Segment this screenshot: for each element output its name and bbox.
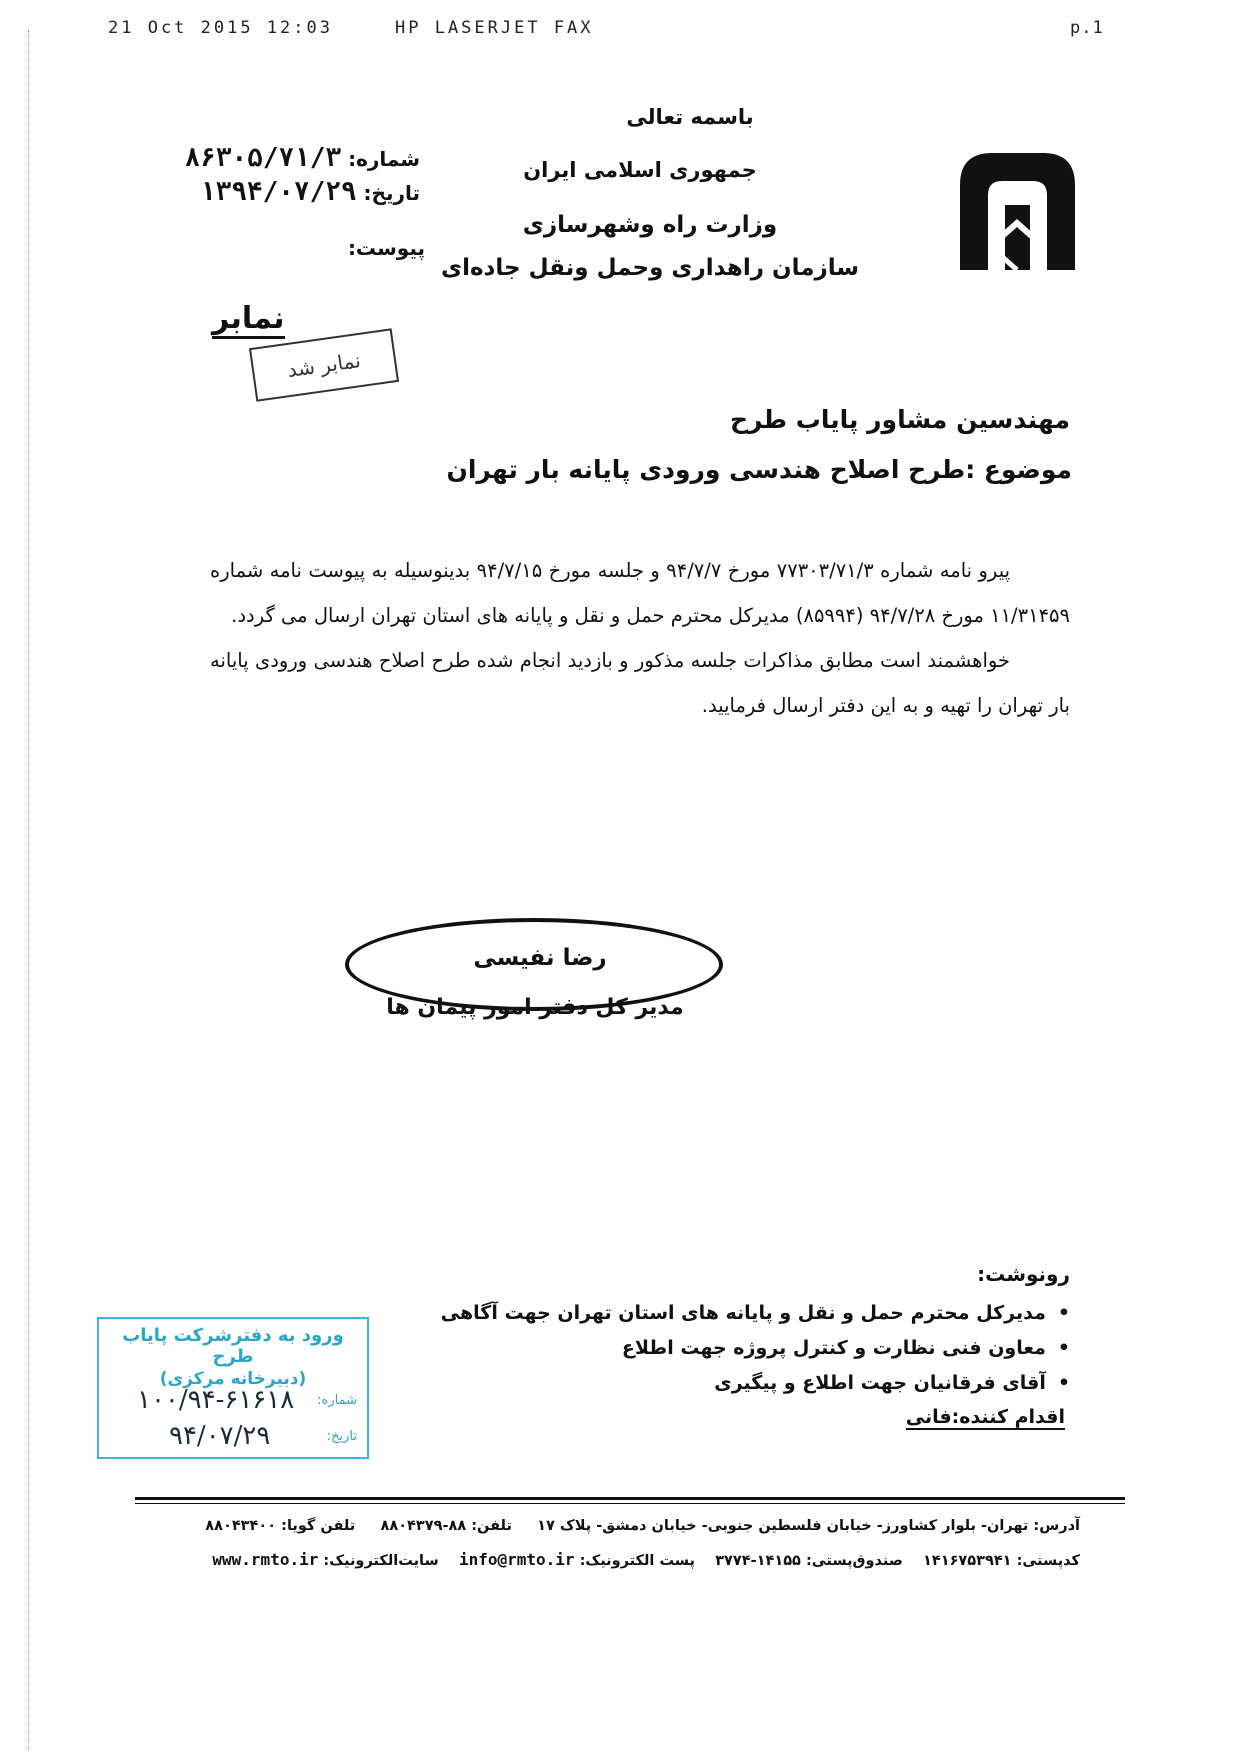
stamp-date-label: تاریخ:: [326, 1429, 357, 1444]
subject: موضوع :طرح اصلاح هندسی ورودی پایانه بار تهران: [446, 455, 1072, 484]
letter-number: [185, 143, 420, 173]
country-name: جمهوری اسلامی ایران: [523, 158, 757, 182]
footer-email-label: پست الکترونیک:: [579, 1553, 695, 1569]
date-value: ۱۳۹۴/۰۷/۲۹: [200, 177, 357, 207]
body-paragraph-1: پیرو نامه شماره ۷۷۳۰۳/۷۱/۳ مورخ ۹۴/۷/۷ و جلسه مورخ ۹۴/۷/۱۵ بدینوسیله به پیوست نامه شماره ۱۱/۳۱۴۵۹ مورخ ۹۴/۷/۲۸ (۸۵۹۹۴) مدیرکل محترم حمل و نقل و پایانه های استان تهران ارسال می گردد.: [210, 559, 1070, 627]
footer-postal-code: کدپستی: ۱۴۱۶۷۵۳۹۴۱: [923, 1553, 1080, 1569]
organization-logo-icon: [950, 145, 1085, 280]
footer-rule: [135, 1497, 1125, 1500]
cc-title: رونوشت:: [977, 1262, 1070, 1286]
date-label: تاریخ:: [363, 181, 420, 205]
letter-body: [210, 548, 1070, 728]
footer-po-box: صندوق‌پستی: ۱۴۱۵۵-۳۷۷۴: [715, 1553, 903, 1569]
footer-line-2: [212, 1550, 1080, 1569]
fax-device: HP LASERJET FAX: [395, 18, 594, 38]
footer-address: آدرس: تهران- بلوار کشاورز- خیابان فلسطین جنوبی- خیابان دمشق- پلاک ۱۷: [537, 1518, 1080, 1534]
footer-email-link[interactable]: info@rmto.ir: [458, 1550, 575, 1569]
body-paragraph-2: خواهشمند است مطابق مذاکرات جلسه مذکور و بازدید انجام شده طرح اصلاح هندسی ورودی پایانه بار تهران را تهیه و به این دفتر ارسال فرمایید.: [210, 649, 1070, 717]
organization-name: سازمان راهداری وحمل ونقل جاده‌ای: [441, 255, 859, 281]
stamp-number-value: ۱۰۰/۹۴-۶۱۶۱۸: [137, 1385, 295, 1415]
invocation: باسمه تعالی: [626, 105, 754, 129]
fax-sent-stamp: نمابر شد: [249, 328, 399, 402]
footer-website-link[interactable]: www.rmto.ir: [212, 1550, 319, 1569]
footer-phone: تلفن: ۸۸-۸۸۰۴۳۷۹: [380, 1518, 512, 1534]
stamp-title: ورود به دفترشرکت پایاب طرح: [122, 1325, 344, 1367]
ministry-name: وزارت راه وشهرسازی: [522, 212, 778, 238]
fax-page: p.1: [1070, 18, 1104, 38]
footer-rule-thin: [135, 1503, 1125, 1504]
stamp-date-value: ۹۴/۰۷/۲۹: [169, 1421, 271, 1451]
number-value: ۸۶۳۰۵/۷۱/۳: [184, 143, 342, 173]
letter-date: [200, 177, 420, 207]
recipient: مهندسین مشاور پایاب طرح: [729, 405, 1070, 434]
stamp-number-label: شماره:: [317, 1393, 357, 1408]
footer-voice-phone: تلفن گویا: ۸۸۰۴۳۴۰۰: [205, 1518, 356, 1534]
footer-website-label: سایت‌الکترونیک:: [323, 1553, 439, 1569]
number-label: شماره:: [348, 147, 420, 171]
letter-attachment: [348, 236, 425, 260]
cc-list: [441, 1296, 1070, 1401]
registration-stamp: [97, 1317, 369, 1459]
punched-edge: [28, 30, 69, 1750]
signatory-title: مدیر کل دفتر امور پیمان ها: [386, 995, 684, 1020]
stamp-subtitle: (دبیرخانه مرکزی): [159, 1369, 307, 1389]
footer-line-1: [205, 1518, 1080, 1534]
signatory-name: رضا نفیسی: [473, 945, 607, 971]
cc-item: • معاون فنی نظارت و کنترل پروژه جهت اطلاع: [441, 1331, 1070, 1366]
attachment-label: پیوست:: [347, 236, 425, 260]
cc-item: • مدیرکل محترم حمل و نقل و پایانه های استان تهران جهت آگاهی: [441, 1296, 1070, 1331]
fax-label: نمابر: [212, 302, 285, 339]
fax-datetime: 21 Oct 2015 12:03: [108, 18, 333, 38]
cc-item: • آقای فرقانیان جهت اطلاع و پیگیری: [441, 1366, 1070, 1401]
action-officer: اقدام کننده:فانی: [905, 1406, 1065, 1428]
